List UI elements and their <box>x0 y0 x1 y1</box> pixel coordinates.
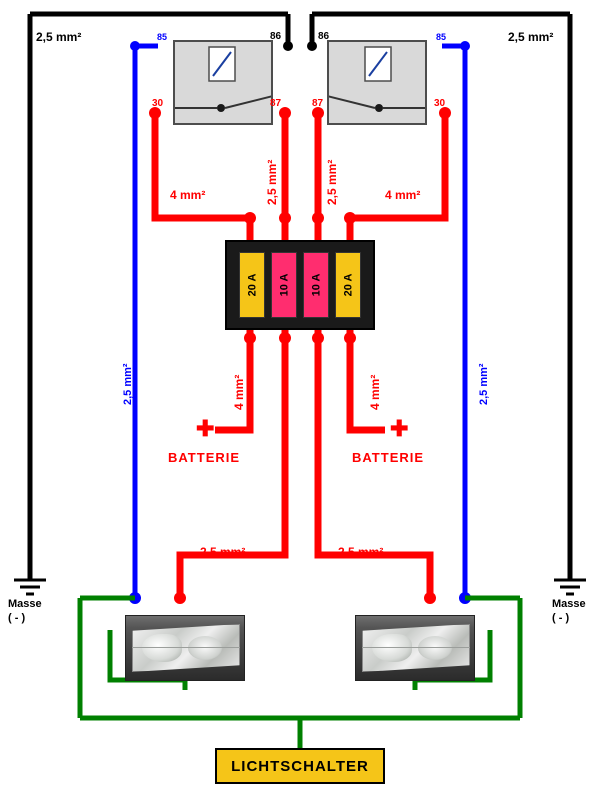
label-right-inner-red: 2,5 mm² <box>325 159 339 205</box>
label-right-battery-feed: 4 mm² <box>368 374 382 410</box>
headlight-left <box>125 615 245 681</box>
relay-left-terminal-86: 86 <box>270 31 282 42</box>
wire-nodes <box>149 107 451 604</box>
label-right-lamp-feed: 2,5 mm² <box>338 545 384 559</box>
ground-label-left <box>8 598 42 626</box>
ground-symbol-left <box>14 580 46 594</box>
ground-symbol-right <box>554 580 586 594</box>
label-left-blue-gauge: 2,5 mm² <box>122 363 134 405</box>
headlight-left-seam <box>132 647 240 648</box>
relay-left <box>173 40 273 125</box>
battery-left-plus-icon: ✚ <box>196 416 215 441</box>
fuse-4[interactable] <box>335 252 361 318</box>
battery-left-label: BATTERIE <box>168 450 241 465</box>
headlight-right <box>355 615 475 681</box>
relay-right-internals <box>329 42 425 123</box>
ground-label-left-line2: ( - ) <box>8 611 26 624</box>
black-nodes <box>283 41 317 51</box>
power-wires <box>155 113 445 598</box>
label-top-left-gauge: 2,5 mm² <box>36 30 82 44</box>
relay-right-terminal-87: 87 <box>312 98 324 109</box>
label-left-battery-feed: 4 mm² <box>232 374 246 410</box>
headlight-left-reflector <box>142 634 182 662</box>
light-switch[interactable]: LICHTSCHALTER <box>215 748 385 784</box>
ground-label-left-line1: Masse <box>8 598 42 610</box>
headlight-left-reflector-2 <box>188 636 222 660</box>
headlight-right-reflector <box>372 634 412 662</box>
relay-left-terminal-87: 87 <box>270 98 282 109</box>
fuse-3[interactable] <box>303 252 329 318</box>
ground-label-right-line2: ( - ) <box>552 611 570 624</box>
fuse-4-label: 20 A <box>341 273 354 297</box>
fuse-2[interactable] <box>271 252 297 318</box>
relay-right-terminal-85: 85 <box>436 32 447 42</box>
relay-right-terminal-30: 30 <box>434 98 446 109</box>
label-left-lamp-feed: 2,5 mm² <box>200 545 246 559</box>
relay-right-terminal-86: 86 <box>318 31 330 42</box>
label-top-right-gauge: 2,5 mm² <box>508 30 554 44</box>
label-left-outer-red: 4 mm² <box>170 188 206 202</box>
fuse-1[interactable] <box>239 252 265 318</box>
fuse-3-label: 10 A <box>309 273 322 297</box>
label-right-outer-red: 4 mm² <box>385 188 421 202</box>
headlight-right-reflector-2 <box>418 636 452 660</box>
fuse-2-label: 10 A <box>277 273 290 297</box>
battery-right-plus-icon: ✚ <box>390 416 409 441</box>
battery-right-label: BATTERIE <box>352 450 425 465</box>
headlight-right-seam <box>362 647 470 648</box>
relay-left-internals <box>175 42 271 123</box>
relay-left-terminal-85: 85 <box>157 32 168 42</box>
label-left-inner-red: 2,5 mm² <box>265 159 279 205</box>
ground-label-right <box>552 598 586 626</box>
relay-left-terminal-30: 30 <box>152 98 164 109</box>
fuse-1-label: 20 A <box>245 273 258 297</box>
fuse-box <box>225 240 375 330</box>
label-right-blue-gauge: 2,5 mm² <box>478 363 490 405</box>
relay-right <box>327 40 427 125</box>
ground-label-right-line1: Masse <box>552 598 586 610</box>
